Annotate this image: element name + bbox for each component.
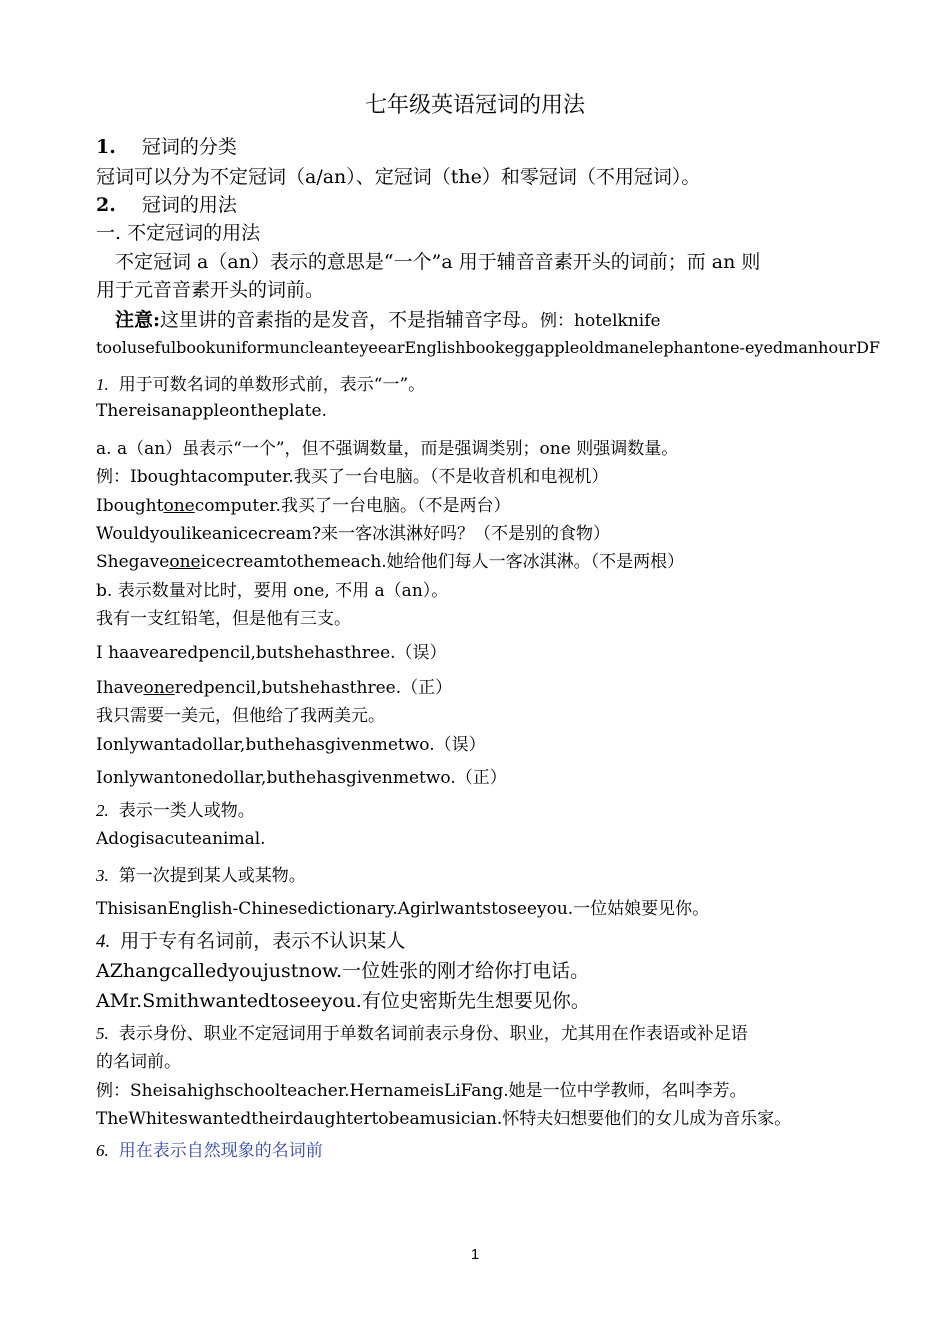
paragraph-indefinite-2: 用于元音音素开头的词前。: [96, 279, 325, 301]
item-text: 用于可数名词的单数形式前，表示“一”。: [118, 375, 426, 395]
item-3: [96, 861, 306, 886]
item-5-example: 例：Sheisahighschoolteacher.HernameisLiFang.她是一位中学教师，名叫李芳。: [96, 1081, 747, 1101]
section-indefinite: 一. 不定冠词的用法: [96, 222, 261, 244]
item-5-example: TheWhiteswantedtheirdaughtertobeamusician.怀特夫妇想要他们的女儿成为音乐家。: [96, 1109, 792, 1129]
example-text: icecreamtothemeach.她给他们每人一客冰淇淋。（不是两根）: [200, 552, 685, 572]
point-a: a. a（an）虽表示“一个”，但不强调数量，而是强调类别；one 则强调数量。: [96, 439, 679, 459]
underlined-word: one: [169, 552, 201, 572]
example-words: toolusefulbookuniformuncleanteyeearEnglishbookeggappleoldmanelephantone-eyedmanhourDF: [96, 338, 880, 357]
item-5: [96, 1019, 748, 1044]
item-4: [96, 926, 405, 953]
point-b: b. 表示数量对比时，要用 one, 不用 a（an）。: [96, 581, 449, 601]
underlined-word: one: [163, 496, 195, 516]
note-label: 注意:: [96, 309, 161, 331]
item-text: 表示一类人或物。: [118, 801, 255, 821]
heading-text: 冠词的用法: [141, 194, 237, 216]
example-line: 我有一支红铅笔，但是他有三支。: [96, 609, 351, 629]
item-3-example: ThisisanEnglish-Chinesedictionary.Agirlwantstoseeyou.一位姑娘要见你。: [96, 899, 710, 919]
page-number: 1: [470, 1246, 480, 1263]
item-text: 第一次提到某人或某物。: [118, 866, 306, 886]
heading-usage: [96, 190, 237, 217]
item-2: [96, 796, 255, 821]
example-line: [96, 547, 684, 572]
item-1-example: Thereisanappleontheplate.: [96, 401, 327, 421]
item-number: 1.: [96, 375, 109, 394]
item-4-example: AZhangcalledyoujustnow.一位姓张的刚才给你打电话。: [96, 960, 590, 982]
example-line: I haavearedpencil,butshehasthree.（误）: [96, 643, 447, 663]
heading-text: 冠词的分类: [141, 136, 237, 158]
item-6: [96, 1136, 323, 1161]
heading-classification: [96, 132, 237, 159]
item-number: 5.: [96, 1024, 109, 1043]
example-line: 我只需要一美元，但他给了我两美元。: [96, 706, 385, 726]
note-example: 例：hotelknife: [540, 311, 661, 331]
example-text: Ibought: [96, 496, 164, 516]
heading-number: 1.: [96, 136, 116, 158]
underlined-word: one: [143, 678, 175, 698]
item-text: 用于专有名词前，表示不认识某人: [120, 930, 406, 952]
example-text: computer.我买了一台电脑。（不是两台）: [194, 496, 511, 516]
item-number: 2.: [96, 801, 109, 820]
item-5-continuation: 的名词前。: [96, 1052, 181, 1072]
note-line: [96, 305, 661, 332]
paragraph-classification: 冠词可以分为不定冠词（a/an）、定冠词（the）和零冠词（不用冠词）。: [96, 166, 701, 188]
example-line: 例：Iboughtacomputer.我买了一台电脑。（不是收音机和电视机）: [96, 467, 609, 487]
item-text: 表示身份、职业不定冠词用于单数名词前表示身份、职业，尤其用在作表语或补足语: [118, 1024, 748, 1044]
example-text: redpencil,butshehasthree.（正）: [174, 678, 453, 698]
page-title: 七年级英语冠词的用法: [364, 93, 585, 118]
example-line: [96, 673, 452, 698]
example-line: Wouldyoulikeanicecream?来一客冰淇淋好吗？（不是别的食物）: [96, 524, 611, 544]
item-1: [96, 370, 425, 395]
item-4-example: AMr.Smithwantedtoseeyou.有位史密斯先生想要见你。: [96, 990, 590, 1012]
paragraph-indefinite-1: 不定冠词 a（an）表示的意思是“一个”a 用于辅音音素开头的词前；而 an 则: [96, 251, 761, 273]
example-text: Ihave: [96, 678, 144, 698]
example-line: Ionlywantonedollar,buthehasgivenmetwo.（正）: [96, 768, 507, 788]
item-number: 3.: [96, 866, 109, 885]
heading-number: 2.: [96, 194, 116, 216]
item-text: 用在表示自然现象的名词前: [118, 1141, 323, 1161]
item-number: 4.: [96, 931, 111, 952]
item-2-example: Adogisacuteanimal.: [96, 829, 266, 849]
example-text: Shegave: [96, 552, 170, 572]
note-text: 这里讲的音素指的是发音，不是指辅音字母。: [160, 309, 541, 331]
example-line: [96, 491, 510, 516]
example-line: Ionlywantadollar,buthehasgivenmetwo.（误）: [96, 735, 486, 755]
item-number: 6.: [96, 1141, 109, 1160]
